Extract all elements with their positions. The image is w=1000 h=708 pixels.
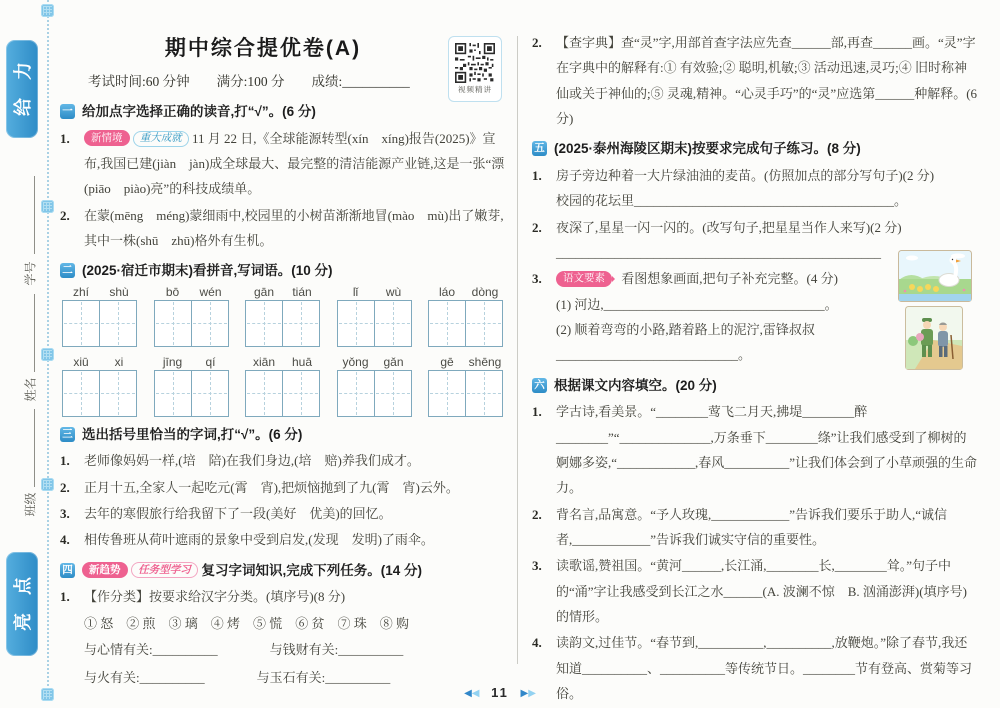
item-number: 2. bbox=[532, 219, 542, 235]
writing-cell bbox=[428, 370, 466, 417]
writing-cell bbox=[245, 370, 283, 417]
item-body-text: 【查字典】查“灵”字,用部首查字法应先查______部,再查______画。“灵”字在字典中的解释有:① 有效验;② 聪明,机敏;③ 活动迅速,灵巧;④ 旧时称神仙或关于神仙的;⑤ 灵魂,精神。“心灵手巧”的“灵”应选第______种解释。(6 分) bbox=[556, 35, 978, 127]
writing-cell bbox=[337, 370, 375, 417]
writing-cell bbox=[191, 370, 229, 417]
pinyin-word bbox=[428, 355, 504, 417]
pinyin-syllable: láo bbox=[438, 284, 455, 299]
class-line bbox=[34, 409, 35, 487]
writing-cell bbox=[99, 370, 137, 417]
pinyin-word bbox=[154, 285, 230, 347]
item-number: 2. bbox=[532, 35, 542, 50]
character-list: ① 怒 ② 煎 ③ 璃 ④ 烤 ⑤ 慌 ⑥ 贫 ⑦ 珠 ⑧ 购 bbox=[84, 615, 410, 631]
prev-page-icon: ◀ bbox=[471, 688, 480, 699]
pinyin-word bbox=[245, 355, 321, 417]
item-number: 1. bbox=[60, 453, 70, 469]
next-page-icon: ▶ bbox=[520, 688, 529, 699]
item-body-text: 背名言,品寓意。“予人玫瑰,____________”告诉我们要乐于助人,“诚信者,____________”告诉我们诚实守信的重要性。 bbox=[556, 506, 948, 547]
pinyin-syllable: dòng bbox=[471, 284, 499, 299]
goose-river-illustration bbox=[898, 250, 972, 302]
sub-question: (2) 顺着弯弯的小路,踏着路上的泥泞,雷锋叔叔____________________________。 bbox=[556, 322, 815, 363]
fill-blank: 与钱财有关:__________ bbox=[269, 642, 404, 658]
section-title: 根据课文内容填空。(20 分) bbox=[554, 377, 717, 393]
question-item bbox=[60, 527, 506, 552]
language-element-tag: 语文要素 bbox=[556, 271, 612, 287]
section-number-badge: 四 bbox=[60, 563, 75, 578]
pinyin-syllable: gān bbox=[253, 284, 275, 299]
pinyin-syllable: xiū bbox=[73, 354, 89, 369]
brand-badge-top: 给力 bbox=[6, 40, 38, 138]
section-4-header bbox=[60, 561, 506, 581]
class-label: 班级 bbox=[23, 492, 38, 517]
fill-blank: 与火有关:__________ bbox=[84, 669, 205, 685]
student-name-line bbox=[34, 294, 35, 372]
writing-cell bbox=[465, 370, 503, 417]
question-item bbox=[60, 584, 506, 609]
pinyin-syllable: zhí bbox=[72, 284, 89, 299]
pinyin-word bbox=[337, 355, 413, 417]
section-number-badge: 六 bbox=[532, 378, 547, 393]
question-item bbox=[532, 399, 978, 500]
writing-cell bbox=[282, 300, 320, 347]
pinyin-grid-row bbox=[62, 285, 504, 347]
section-number-badge: 二 bbox=[60, 263, 75, 278]
question-item bbox=[532, 553, 978, 629]
fill-blank: 与心情有关:__________ bbox=[84, 642, 218, 658]
pinyin-word bbox=[245, 285, 321, 347]
pinyin-syllable: qí bbox=[205, 354, 216, 369]
pinyin-syllable: huā bbox=[291, 354, 313, 369]
question-item bbox=[60, 501, 506, 526]
writing-cell bbox=[62, 370, 100, 417]
writing-cell bbox=[154, 370, 192, 417]
item-number: 1. bbox=[532, 404, 542, 420]
pinyin-syllable: gǎn bbox=[383, 354, 404, 369]
item-number: 1. bbox=[60, 589, 70, 605]
writing-cell bbox=[428, 300, 466, 347]
item-number: 1. bbox=[60, 130, 70, 146]
pinyin-word bbox=[337, 285, 413, 347]
pinyin-syllable: gē bbox=[440, 354, 454, 369]
question-item bbox=[532, 163, 978, 214]
pinyin-syllable: jīng bbox=[162, 354, 183, 369]
section-3-header bbox=[60, 425, 506, 445]
new-context-tag: 新情境 bbox=[84, 130, 130, 146]
writing-cell bbox=[465, 300, 503, 347]
item-body-text: 相传鲁班从荷叶遮雨的景象中受到启发,(发现 发明)了雨伞。 bbox=[84, 532, 434, 548]
section-2-header bbox=[60, 261, 506, 281]
item-text bbox=[556, 163, 978, 214]
writing-cell bbox=[99, 300, 137, 347]
fill-blank: 与玉石有关:__________ bbox=[256, 669, 391, 685]
pinyin-syllable: lǐ bbox=[352, 284, 359, 299]
item-number: 2. bbox=[60, 479, 70, 495]
section-title bbox=[82, 561, 422, 581]
question-item bbox=[60, 448, 506, 473]
classification-blank-row bbox=[84, 636, 506, 664]
item-body-text: 夜深了,星星一闪一闪的。(改写句子,把星星当作人来写)(2 分) bbox=[556, 219, 902, 235]
item-number: 4. bbox=[60, 532, 70, 548]
answer-line: 校园的花坛里________________________________________。 bbox=[556, 193, 908, 209]
seal-icon bbox=[41, 348, 54, 361]
item-body-text: 11 月 22 日,《全球能源转型(xín xíng)报告(2025)》宣布,我国已建(jiàn jàn)成全球最大、最完整的清洁能源产业链,这是一张“漂(piāo piào)亮”的科技成绩单。 bbox=[84, 130, 505, 197]
item-number: 3. bbox=[532, 271, 542, 287]
item-body-text: 在蒙(mēng méng)蒙细雨中,校园里的小树苗渐渐地冒(mào mù)出了嫩芽,其中一株(shū zhū)格外有生机。 bbox=[84, 207, 504, 248]
writing-cell bbox=[337, 300, 375, 347]
writing-cell bbox=[191, 300, 229, 347]
exam-meta-line: 考试时间:60 分钟 满分:100 分 成绩:__________ bbox=[88, 74, 410, 89]
question-item bbox=[60, 475, 506, 500]
left-column bbox=[60, 24, 506, 707]
writing-cell bbox=[62, 300, 100, 347]
question-item bbox=[60, 126, 506, 202]
writing-cell bbox=[374, 370, 412, 417]
item-body-text: 读歌谣,赞祖国。“黄河______,长江涌,________长,________耸。”句子中的“涌”字让我感受到长江之水______(A. 波澜不惊 B. 汹涌澎湃)(填序号)的情形。 bbox=[556, 558, 967, 624]
seal-icon bbox=[41, 200, 54, 213]
pinyin-syllable: yǒng bbox=[342, 354, 369, 369]
item-text bbox=[556, 266, 892, 367]
item-body-text: 【作分类】按要求给汉字分类。(填序号)(8 分) bbox=[84, 589, 346, 605]
pinyin-syllable: wén bbox=[199, 284, 222, 299]
section-6-header bbox=[532, 376, 978, 396]
item-number: 2. bbox=[60, 207, 70, 223]
page-footer bbox=[0, 685, 1000, 700]
writing-cell bbox=[154, 300, 192, 347]
item-number: 1. bbox=[532, 167, 542, 183]
item-body-text: 正月十五,全家人一起吃元(霄 宵),把烦恼抛到了九(霄 宵)云外。 bbox=[84, 479, 459, 495]
item-number: 4. bbox=[532, 635, 542, 651]
pinyin-grid-row bbox=[62, 355, 504, 417]
pinyin-syllable: shù bbox=[109, 284, 129, 299]
pinyin-syllable: tián bbox=[292, 284, 312, 299]
pinyin-word bbox=[428, 285, 504, 347]
page-number: 11 bbox=[491, 685, 509, 700]
answer-line: __________________________________________________ bbox=[556, 244, 881, 260]
section-title: (2025·泰州海陵区期末)按要求完成句子练习。(8 分) bbox=[554, 141, 861, 157]
section-number-badge: 三 bbox=[60, 427, 75, 442]
item-body-text: 读韵文,过佳节。“春节到,__________,__________,放鞭炮。”除了春节,我还知道__________、__________等传统节日。________节有登高、赏菊等习俗。 bbox=[556, 635, 973, 702]
item-number: 3. bbox=[60, 506, 70, 522]
question-item bbox=[532, 502, 978, 553]
pinyin-word bbox=[62, 285, 138, 347]
prev-page-icon: ◀ bbox=[464, 688, 472, 699]
page-title: 期中综合提优卷(A) bbox=[164, 37, 362, 60]
section-number-badge: 五 bbox=[532, 141, 547, 156]
sidebar-dotted-line bbox=[47, 0, 49, 694]
section-title: (2025·宿迁市期末)看拼音,写词语。(10 分) bbox=[82, 263, 333, 279]
next-page-icon: ▶ bbox=[528, 688, 536, 699]
student-name-label: 姓名 bbox=[23, 377, 38, 402]
item-body-text: 老师像妈妈一样,(培 陪)在我们身边,(培 赔)养我们成才。 bbox=[84, 453, 420, 469]
leifeng-helping-illustration bbox=[905, 306, 963, 370]
brand-badge-bottom: 亮点 bbox=[6, 552, 38, 656]
item-body-text: 学古诗,看美景。“________莺飞二月天,拂堤________醉________”“______________,万条垂下________绦”让我们感受到了柳树的婀娜多姿,“____________,春风__________”让我们体会到了小草顽强的生命力。 bbox=[556, 404, 978, 496]
pinyin-syllable: bō bbox=[165, 284, 180, 299]
section-title: 给加点字选择正确的读音,打“√”。(6 分) bbox=[82, 104, 316, 119]
student-id-label: 学号 bbox=[23, 261, 38, 286]
section-title-text: 复习字词知识,完成下列任务。(14 分) bbox=[201, 562, 423, 578]
item-text bbox=[84, 126, 506, 202]
item-body-text: 看图想象画面,把句子补充完整。(4 分) bbox=[621, 271, 838, 287]
question-item bbox=[532, 30, 978, 131]
item-number: 2. bbox=[532, 506, 542, 522]
seal-icon bbox=[41, 478, 54, 491]
new-trend-tag: 新趋势 bbox=[82, 562, 128, 578]
section-title: 选出括号里恰当的字词,打“√”。(6 分) bbox=[82, 426, 303, 442]
pinyin-word bbox=[154, 355, 230, 417]
writing-cell bbox=[282, 370, 320, 417]
student-id-line bbox=[34, 176, 35, 254]
section-5-header bbox=[532, 139, 978, 159]
pinyin-syllable: xi bbox=[114, 354, 124, 369]
writing-cell bbox=[245, 300, 283, 347]
question-item bbox=[60, 203, 506, 254]
section-number-badge: 一 bbox=[60, 104, 75, 119]
item-number: 3. bbox=[532, 558, 542, 574]
qr-caption: 视频精讲 bbox=[458, 85, 492, 94]
pinyin-syllable: shēng bbox=[468, 354, 502, 369]
item-body-text: 去年的寒假旅行给我留下了一段(美好 优美)的回忆。 bbox=[84, 506, 392, 522]
item-body-text: 房子旁边种着一大片绿油油的麦苗。(仿照加点的部分写句子)(2 分) bbox=[556, 167, 935, 183]
pinyin-syllable: xiān bbox=[252, 354, 275, 369]
writing-cell bbox=[374, 300, 412, 347]
pinyin-word bbox=[62, 355, 138, 417]
major-achievement-tag: 重大成就 bbox=[133, 131, 189, 147]
pinyin-syllable: wù bbox=[385, 284, 402, 299]
seal-icon bbox=[41, 4, 54, 17]
section-1-header bbox=[60, 102, 506, 122]
task-learning-tag: 任务型学习 bbox=[131, 562, 198, 578]
sub-question: (1) 河边,__________________________________。 bbox=[556, 296, 838, 312]
